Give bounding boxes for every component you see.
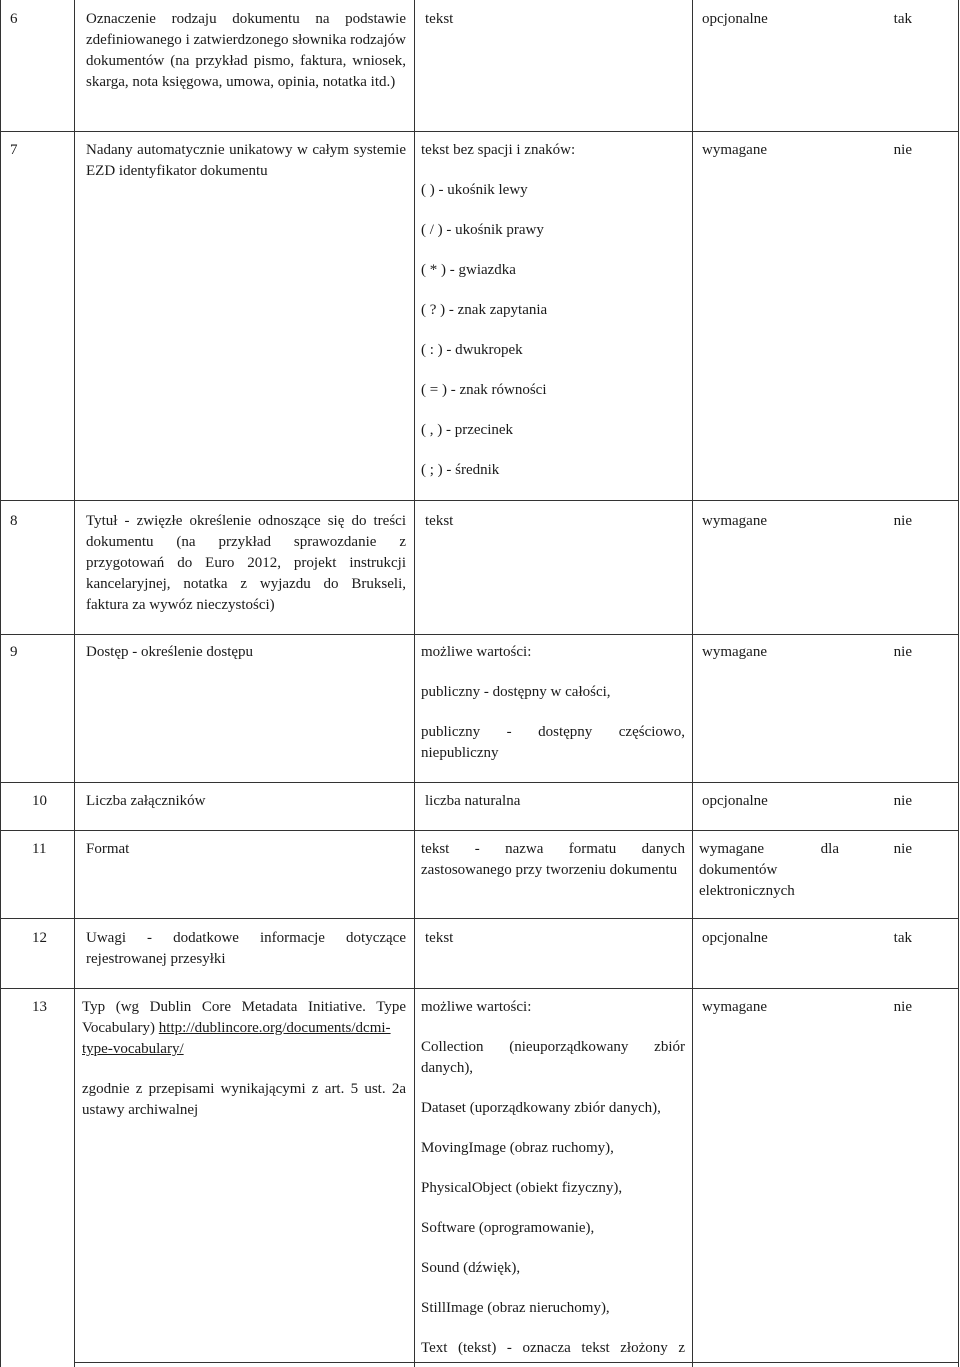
type-line: Sound (dźwięk), xyxy=(421,1260,521,1276)
col-divider xyxy=(74,0,75,1367)
type-line: ( ? ) - znak zapytania xyxy=(421,302,548,318)
field-description: Oznaczenie rodzaju dokumentu na podstawie zdefiniowanego i zatwierdzonego słownika rodzajów dokumentów (na przykład pismo, faktura, wniosek, skarga, nota księgowa, umowa, opinia, notatka itd.) xyxy=(86,11,406,90)
dublin-core-link[interactable]: http://dublincore.org/documents/dcmi- xyxy=(158,1020,391,1036)
field-required: wymagane xyxy=(702,999,767,1015)
col-divider xyxy=(414,0,415,1367)
type-line: StillImage (obraz nieruchomy), xyxy=(421,1300,610,1316)
legal-basis-text: zgodnie z przepisami wynikającymi z art. 5 ust. 2a ustawy archiwalnej xyxy=(82,1081,406,1118)
field-required: wymagane xyxy=(702,142,767,158)
field-type: liczba naturalna xyxy=(425,793,521,809)
type-line: ( : ) - dwukropek xyxy=(421,342,523,358)
row-number: 8 xyxy=(10,513,18,529)
field-repeatable: tak xyxy=(893,930,912,946)
field-description: Format xyxy=(86,841,130,857)
row-number: 6 xyxy=(10,11,18,27)
type-line: Software (oprogramowanie), xyxy=(421,1220,595,1236)
row-divider xyxy=(0,988,959,989)
type-line: ( ; ) - średnik xyxy=(421,462,500,478)
type-line: publiczny - dostępny w całości, xyxy=(421,684,611,700)
row-divider xyxy=(74,1362,959,1363)
type-line: ( * ) - gwiazdka xyxy=(421,262,516,278)
field-description: Nadany automatycznie unikatowy w całym systemie EZD identyfikator dokumentu xyxy=(86,142,406,179)
type-line: Dataset (uporządkowany zbiór danych), xyxy=(421,1100,661,1116)
field-required: wymagane xyxy=(702,513,767,529)
row-divider xyxy=(0,918,959,919)
field-description: Tytuł - zwięzłe określenie odnoszące się do treści dokumentu (na przykład sprawozdanie z przygotowań do Euro 2012, projekt instrukcji kancelaryjnej, notatka z wyjazdu do Brukseli, faktura za wywóz nieczystości) xyxy=(86,513,406,613)
type-line: tekst bez spacji i znaków: xyxy=(421,142,576,158)
field-type: tekst xyxy=(425,513,454,529)
col-divider xyxy=(0,0,1,1367)
row-divider xyxy=(0,830,959,831)
type-line: ( ) - ukośnik lewy xyxy=(421,182,528,198)
field-required: opcjonalne xyxy=(702,930,768,946)
row-number: 12 xyxy=(32,930,47,946)
type-line: PhysicalObject (obiekt fizyczny), xyxy=(421,1180,623,1196)
row-divider xyxy=(0,634,959,635)
description-text: Typ (wg Dublin Core Metadata Initiative. Type Vocabulary) http://dublincore.org/documents/dcmi- xyxy=(82,999,406,1036)
field-required: wymagane dla dokumentów elektronicznych xyxy=(699,841,839,899)
field-repeatable: nie xyxy=(893,793,912,809)
field-repeatable: nie xyxy=(893,644,912,660)
field-type xyxy=(421,997,685,1359)
field-required: wymagane xyxy=(702,644,767,660)
field-description: Dostęp - określenie dostępu xyxy=(86,644,254,660)
field-type: tekst xyxy=(425,930,454,946)
type-line: ( , ) - przecinek xyxy=(421,422,514,438)
col-divider xyxy=(692,0,693,1367)
field-repeatable: nie xyxy=(893,999,912,1015)
type-line: Text (tekst) - oznacza tekst złożony z xyxy=(421,1340,685,1356)
row-number: 11 xyxy=(32,841,47,857)
dublin-core-link-cont[interactable]: type-vocabulary/ xyxy=(82,1041,184,1057)
row-divider xyxy=(0,500,959,501)
field-type xyxy=(421,140,685,481)
type-line: Collection (nieuporządkowany zbiór danych), xyxy=(421,1039,685,1076)
row-number: 10 xyxy=(32,793,47,809)
type-line: możliwe wartości: xyxy=(421,999,532,1015)
row-number: 13 xyxy=(32,999,47,1015)
field-type: tekst xyxy=(425,11,454,27)
field-required: opcjonalne xyxy=(702,793,768,809)
field-required: opcjonalne xyxy=(702,11,768,27)
field-description: Uwagi - dodatkowe informacje dotyczące rejestrowanej przesyłki xyxy=(86,930,406,967)
row-divider xyxy=(0,782,959,783)
field-type xyxy=(421,642,685,764)
col-divider xyxy=(958,0,959,1367)
field-repeatable: nie xyxy=(893,142,912,158)
type-line: ( / ) - ukośnik prawy xyxy=(421,222,544,238)
row-divider xyxy=(0,131,959,132)
field-repeatable: nie xyxy=(893,513,912,529)
type-line: MovingImage (obraz ruchomy), xyxy=(421,1140,614,1156)
row-number: 7 xyxy=(10,142,18,158)
field-type: tekst - nazwa formatu danych zastosowanego przy tworzeniu dokumentu xyxy=(421,841,685,878)
field-repeatable: tak xyxy=(893,11,912,27)
type-line: możliwe wartości: xyxy=(421,644,532,660)
field-repeatable: nie xyxy=(893,841,912,857)
type-line: publiczny - dostępny częściowo, niepubliczny xyxy=(421,724,685,761)
field-description: Liczba załączników xyxy=(86,793,206,809)
field-description xyxy=(82,997,406,1121)
type-line: ( = ) - znak równości xyxy=(421,382,547,398)
row-number: 9 xyxy=(10,644,18,660)
